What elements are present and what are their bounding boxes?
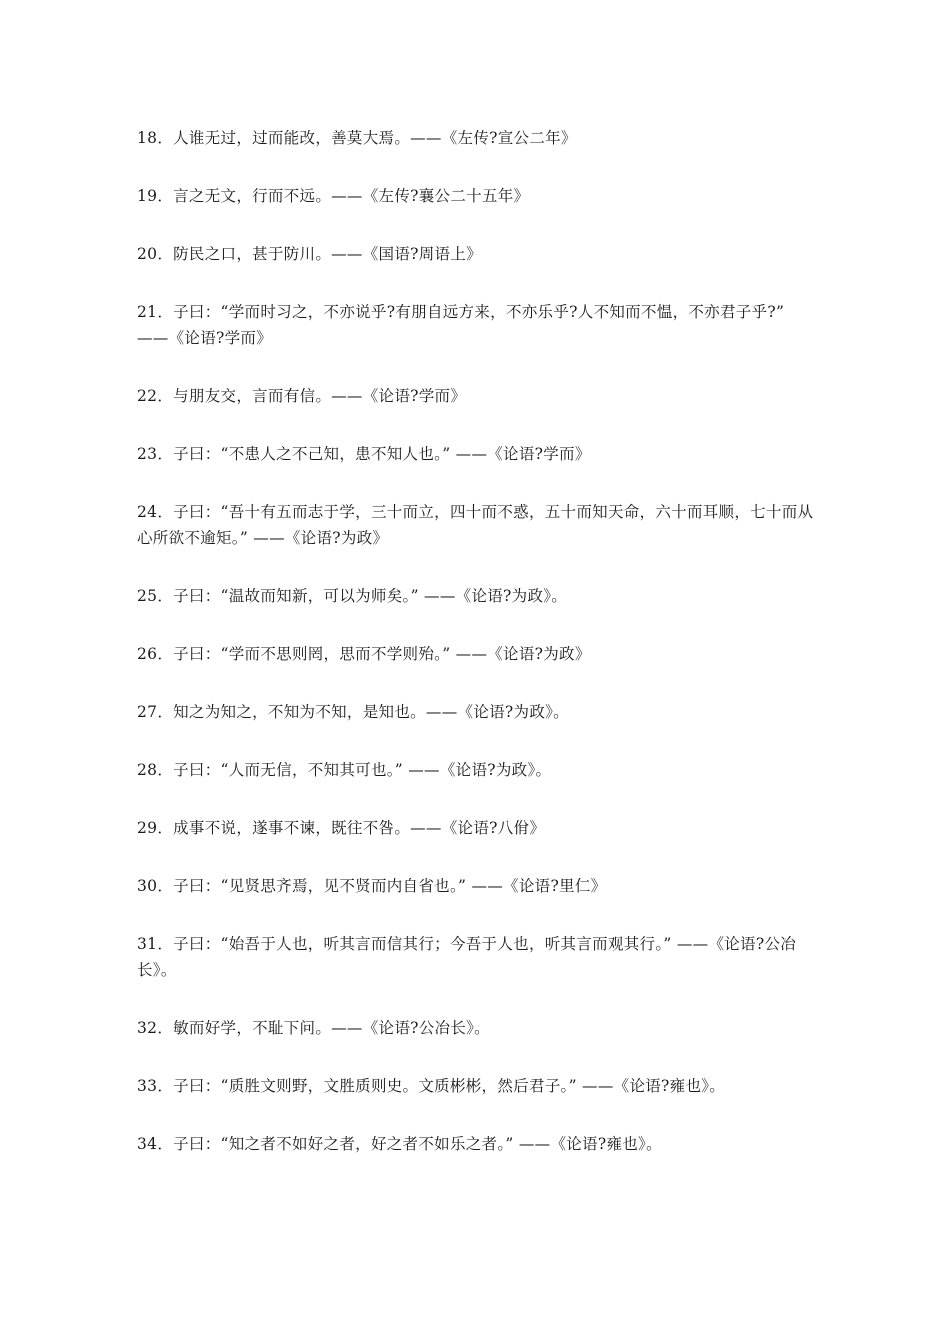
- list-item: 26．子曰：“学而不思则罔，思而不学则殆。” ——《论语?为政》: [137, 645, 591, 663]
- list-item: 23．子曰：“不患人之不己知，患不知人也。” ——《论语?学而》: [137, 445, 591, 463]
- list-item: 32．敏而好学，不耻下问。——《论语?公冶长》。: [137, 1019, 490, 1037]
- quotation-list: [137, 125, 817, 1189]
- list-item: 29．成事不说，遂事不谏，既往不咎。——《论语?八佾》: [137, 819, 546, 837]
- list-item: 24．子曰：“吾十有五而志于学，三十而立，四十而不惑，五十而知天命，六十而耳顺，七十而从心所欲不逾矩。” ——《论语?为政》: [137, 503, 814, 547]
- list-item: 31．子曰：“始吾于人也，听其言而信其行；今吾于人也，听其言而观其行。” ——《论语?公冶长》。: [137, 935, 797, 979]
- list-item: 28．子曰：“人而无信，不知其可也。” ——《论语?为政》。: [137, 761, 552, 779]
- list-item: 18．人谁无过，过而能改，善莫大焉。——《左传?宣公二年》: [137, 129, 577, 147]
- list-item: 25．子曰：“温故而知新，可以为师矣。” ——《论语?为政》。: [137, 587, 568, 605]
- list-item: 30．子曰：“见贤思齐焉，见不贤而内自省也。” ——《论语?里仁》: [137, 877, 607, 895]
- list-item: 34．子曰：“知之者不如好之者，好之者不如乐之者。” ——《论语?雍也》。: [137, 1135, 662, 1153]
- list-item: 20．防民之口，甚于防川。——《国语?周语上》: [137, 245, 482, 263]
- list-item: 33．子曰：“质胜文则野，文胜质则史。文质彬彬，然后君子。” ——《论语?雍也》。: [137, 1077, 726, 1095]
- list-item: 27．知之为知之，不知为不知，是知也。——《论语?为政》。: [137, 703, 569, 721]
- list-item: 19．言之无文，行而不远。——《左传?襄公二十五年》: [137, 187, 530, 205]
- list-item: 21．子曰：“学而时习之，不亦说乎?有朋自远方来，不亦乐乎?人不知而不愠，不亦君子乎?” ——《论语?学而》: [137, 303, 785, 347]
- list-item: 22．与朋友交，言而有信。——《论语?学而》: [137, 387, 467, 405]
